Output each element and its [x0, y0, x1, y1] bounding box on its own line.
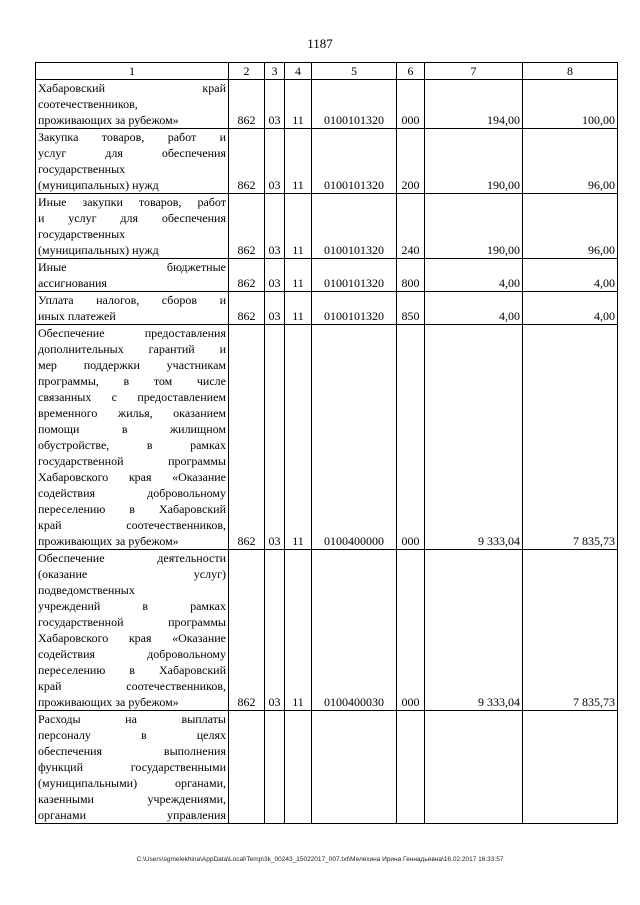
- table-row: [36, 129, 618, 194]
- cell-subsection: 11: [285, 129, 312, 194]
- cell-amount-actual: [523, 711, 618, 824]
- header-row: [36, 63, 618, 80]
- column-header-3: 3: [265, 63, 285, 80]
- cell-amount-plan: 9 333,04: [425, 325, 523, 550]
- description-line: Расходы на выплаты: [38, 712, 226, 726]
- description-line-last: иных платежей: [38, 309, 116, 323]
- table-row: [36, 80, 618, 129]
- cell-subsection: 11: [285, 259, 312, 292]
- cell-subsection: 11: [285, 194, 312, 259]
- cell-code-2: 862: [229, 550, 265, 711]
- description-line: временного жилья, оказанием: [38, 406, 226, 420]
- table-row: [36, 259, 618, 292]
- description-line: учреждений в рамках: [38, 599, 226, 613]
- cell-target-article: 0100400030: [312, 550, 397, 711]
- cell-subsection: 11: [285, 325, 312, 550]
- description-line: Хабаровского края «Оказание: [38, 470, 226, 484]
- description-line: Обеспечение предоставления: [38, 326, 226, 340]
- cell-subsection: 11: [285, 80, 312, 129]
- description-line: (муниципальными) органами,: [38, 776, 226, 790]
- description-line: государственной программы: [38, 615, 226, 629]
- cell-code-2: 862: [229, 129, 265, 194]
- description-line: Закупка товаров, работ и: [38, 130, 226, 144]
- cell-target-article: [312, 711, 397, 824]
- description-line: содействия добровольному: [38, 486, 226, 500]
- description-line: обустройстве, в рамках: [38, 438, 226, 452]
- cell-target-article: 0100101320: [312, 129, 397, 194]
- table-row: [36, 711, 618, 824]
- description-line: обеспечения выполнения: [38, 744, 226, 758]
- cell-amount-actual: 4,00: [523, 292, 618, 325]
- cell-target-article: 0100101320: [312, 292, 397, 325]
- row-description: [36, 550, 229, 711]
- description-line: услуг для обеспечения: [38, 146, 226, 160]
- cell-amount-actual: 96,00: [523, 194, 618, 259]
- description-line: государственной программы: [38, 454, 226, 468]
- cell-code-2: 862: [229, 194, 265, 259]
- description-line: край соотечественников,: [38, 679, 226, 693]
- cell-amount-plan: 4,00: [425, 259, 523, 292]
- row-description: [36, 259, 229, 292]
- cell-code-2: 862: [229, 325, 265, 550]
- cell-section: [265, 711, 285, 824]
- cell-target-article: 0100101320: [312, 80, 397, 129]
- description-line-last: (муниципальных) нужд: [38, 243, 159, 257]
- column-header-7: 7: [425, 63, 523, 80]
- row-description: [36, 325, 229, 550]
- description-line: органами управления: [38, 808, 226, 822]
- column-header-6: 6: [397, 63, 425, 80]
- cell-section: 03: [265, 292, 285, 325]
- page-number: 1187: [307, 36, 333, 51]
- description-line: (оказание услуг): [38, 567, 226, 581]
- row-description: [36, 129, 229, 194]
- cell-section: 03: [265, 259, 285, 292]
- cell-amount-plan: 190,00: [425, 129, 523, 194]
- description-line: дополнительных гарантий и: [38, 342, 226, 356]
- description-line: содействия добровольному: [38, 647, 226, 661]
- description-line: программы, в том числе: [38, 374, 226, 388]
- cell-amount-actual: 100,00: [523, 80, 618, 129]
- row-description: [36, 711, 229, 824]
- cell-expense-type: 000: [397, 80, 425, 129]
- description-line: Иные бюджетные: [38, 260, 226, 274]
- description-line: государственных: [38, 227, 126, 241]
- cell-subsection: [285, 711, 312, 824]
- cell-amount-actual: 96,00: [523, 129, 618, 194]
- description-line: Хабаровский край: [38, 81, 226, 95]
- column-header-5: 5: [312, 63, 397, 80]
- cell-section: 03: [265, 325, 285, 550]
- cell-expense-type: 200: [397, 129, 425, 194]
- cell-expense-type: [397, 711, 425, 824]
- description-line: соотечественников,: [38, 97, 138, 111]
- description-line-last: проживающих за рубежом»: [38, 534, 179, 548]
- cell-code-2: [229, 711, 265, 824]
- row-description: [36, 292, 229, 325]
- description-line: переселению в Хабаровский: [38, 502, 226, 516]
- cell-subsection: 11: [285, 550, 312, 711]
- table-row: [36, 325, 618, 550]
- cell-code-2: 862: [229, 292, 265, 325]
- description-line: связанных с предоставлением: [38, 390, 226, 404]
- cell-amount-actual: 7 835,73: [523, 325, 618, 550]
- column-header-8: 8: [523, 63, 618, 80]
- cell-target-article: 0100101320: [312, 194, 397, 259]
- description-line: функций государственными: [38, 760, 226, 774]
- cell-target-article: 0100400000: [312, 325, 397, 550]
- cell-amount-plan: 194,00: [425, 80, 523, 129]
- description-line: Хабаровского края «Оказание: [38, 631, 226, 645]
- description-line: и услуг для обеспечения: [38, 211, 226, 225]
- cell-amount-actual: 4,00: [523, 259, 618, 292]
- table-row: [36, 194, 618, 259]
- cell-section: 03: [265, 194, 285, 259]
- description-line: помощи в жилищном: [38, 422, 226, 436]
- cell-section: 03: [265, 550, 285, 711]
- column-header-2: 2: [229, 63, 265, 80]
- description-line: казенными учреждениями,: [38, 792, 226, 806]
- cell-subsection: 11: [285, 292, 312, 325]
- table-row: [36, 292, 618, 325]
- row-description: [36, 194, 229, 259]
- description-line: подведомственных: [38, 583, 135, 597]
- description-line: Уплата налогов, сборов и: [38, 293, 226, 307]
- cell-amount-plan: 190,00: [425, 194, 523, 259]
- description-line: край соотечественников,: [38, 518, 226, 532]
- table-row: [36, 550, 618, 711]
- column-header-4: 4: [285, 63, 312, 80]
- table-body: [36, 80, 618, 824]
- cell-amount-plan: [425, 711, 523, 824]
- description-line: государственных: [38, 162, 126, 176]
- cell-expense-type: 800: [397, 259, 425, 292]
- column-header-1: 1: [36, 63, 229, 80]
- cell-code-2: 862: [229, 80, 265, 129]
- cell-expense-type: 240: [397, 194, 425, 259]
- cell-section: 03: [265, 129, 285, 194]
- cell-amount-actual: 7 835,73: [523, 550, 618, 711]
- description-line-last: проживающих за рубежом»: [38, 695, 179, 709]
- description-line: Иные закупки товаров, работ: [38, 195, 226, 209]
- description-line: переселению в Хабаровский: [38, 663, 226, 677]
- cell-target-article: 0100101320: [312, 259, 397, 292]
- footer-path: C:\Users\sgmelekhina\AppData\Local\Temp\3k_00243_15022017_007.txt\Мелехина Ирина Геннадьевна\16.02.2017 16:33:57: [136, 856, 504, 863]
- description-line: персоналу в целях: [38, 728, 226, 742]
- cell-expense-type: 850: [397, 292, 425, 325]
- cell-amount-plan: 4,00: [425, 292, 523, 325]
- description-line-last: (муниципальных) нужд: [38, 178, 159, 192]
- description-line: мер поддержки участникам: [38, 358, 226, 372]
- cell-expense-type: 000: [397, 550, 425, 711]
- cell-code-2: 862: [229, 259, 265, 292]
- description-line-last: ассигнования: [38, 276, 107, 290]
- cell-expense-type: 000: [397, 325, 425, 550]
- description-line-last: проживающих за рубежом»: [38, 113, 179, 127]
- row-description: [36, 80, 229, 129]
- cell-section: 03: [265, 80, 285, 129]
- description-line: Обеспечение деятельности: [38, 551, 226, 565]
- budget-table: [35, 62, 618, 824]
- cell-amount-plan: 9 333,04: [425, 550, 523, 711]
